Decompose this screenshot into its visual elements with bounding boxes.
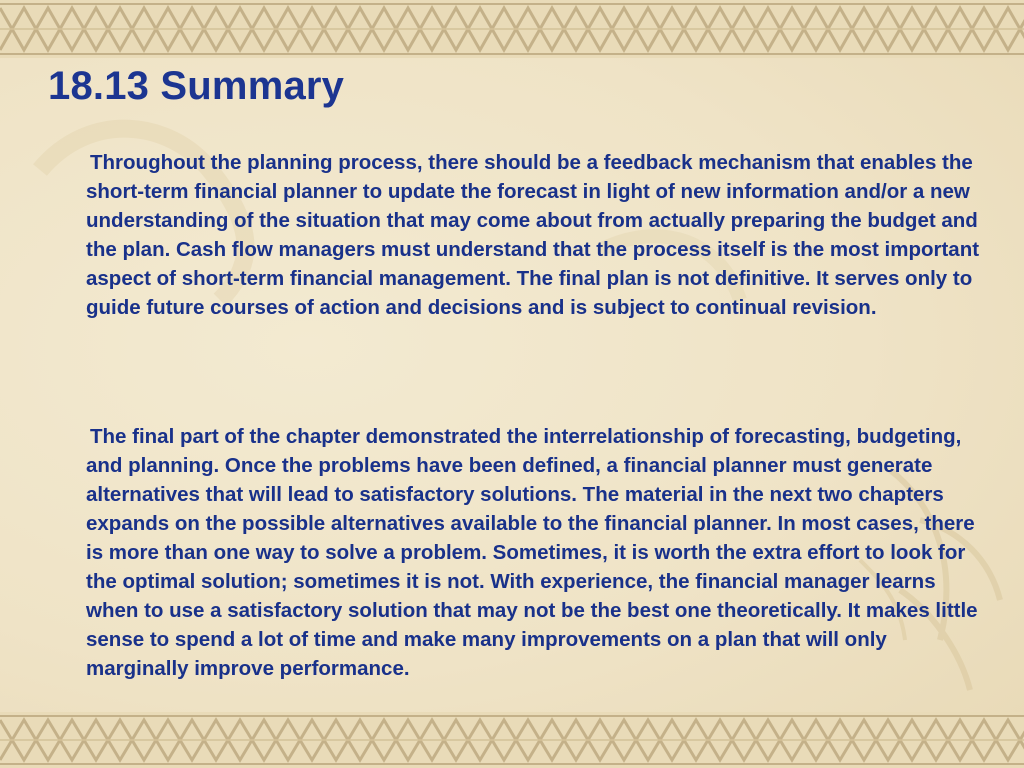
- bottom-decorative-border: [0, 712, 1024, 768]
- slide-title: 18.13 Summary: [48, 64, 345, 108]
- summary-paragraph-1: Throughout the planning process, there should be a feedback mechanism that enables the short-term financial planner to update the forecast in light of new information and/or a new understanding of the situation that may come about from actually preparing the budget and the plan. Cash flow managers must understand that the process itself is the most important aspect of short-term financial management. The final plan is not definitive. It serves only to guide future courses of action and decisions and is subject to continual revision.: [86, 151, 980, 319]
- summary-paragraph-2: The final part of the chapter demonstrated the interrelationship of forecasting, budgeting, and planning. Once the problems have been defined, a financial planner must generate alternatives that will lead to satisfactory solutions. The material in the next two chapters expands on the possible alternatives available to the financial planner. In most cases, there is more than one way to solve a problem. Sometimes, it is worth the extra effort to look for the optimal solution; sometimes it is not. With experience, the financial manager learns when to use a satisfactory solution that may not be the best one theoretically. It makes little sense to spend a lot of time and make many improvements on a plan that will only marginally improve performance.: [86, 425, 978, 680]
- top-decorative-border: [0, 0, 1024, 58]
